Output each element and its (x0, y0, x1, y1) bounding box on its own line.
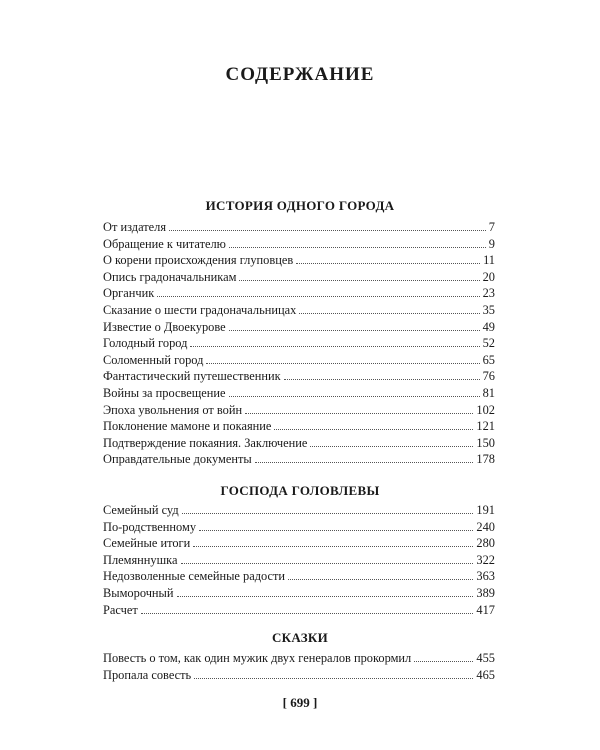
entry-page: 23 (482, 286, 495, 301)
dot-leader (239, 280, 479, 281)
toc-entry[interactable] (103, 302, 495, 319)
dot-leader (229, 247, 486, 248)
entry-title: Семейный суд (103, 503, 179, 517)
entry-title: Поклонение мамоне и покаяние (103, 419, 272, 434)
dot-leader (169, 230, 486, 231)
entry-title: Голодный город (103, 336, 188, 351)
toc-entry[interactable] (103, 252, 495, 269)
entry-title: Опись градоначальникам (103, 269, 237, 284)
entry-title: Подтверждение покаяния. Заключение (103, 435, 308, 450)
entry-page: 35 (482, 302, 495, 317)
entry-title: Обращение к читателю (103, 236, 226, 251)
toc-list-golovlevy (103, 502, 495, 618)
entry-page: 7 (488, 220, 495, 234)
dot-leader (296, 263, 480, 264)
dot-leader (190, 346, 479, 347)
entry-title: Семейные итоги (103, 536, 191, 551)
entry-page: 9 (488, 236, 495, 251)
toc-list-skazki (103, 650, 495, 683)
toc-entry[interactable] (103, 667, 495, 684)
section-title-istoriya: ИСТОРИЯ ОДНОГО ГОРОДА (205, 198, 395, 213)
page-number: [ 699 ] (282, 695, 318, 710)
entry-title: Пропала совесть (103, 667, 192, 682)
dot-leader (284, 379, 480, 380)
toc-list-istoriya (103, 219, 495, 468)
dot-leader (206, 363, 479, 364)
dot-leader (182, 513, 474, 514)
entry-title: Сказание о шести градоначальницах (103, 302, 297, 317)
toc-entry[interactable] (103, 519, 495, 536)
entry-title: О корени происхождения глуповцев (103, 253, 294, 268)
entry-title: По-родственному (103, 519, 197, 534)
entry-page: 11 (483, 253, 495, 268)
entry-title: Соломенный город (103, 352, 204, 367)
dot-leader (194, 678, 473, 679)
dot-leader (245, 413, 473, 414)
toc-entry[interactable] (103, 335, 495, 352)
entry-page: 52 (482, 336, 495, 351)
dot-leader (255, 462, 474, 463)
entry-title: От издателя (103, 220, 167, 234)
entry-title: Недозволенные семейные радости (103, 569, 286, 584)
toc-entry[interactable] (103, 319, 495, 336)
entry-page: 178 (476, 452, 495, 467)
entry-page: 280 (476, 536, 495, 551)
entry-title: Известие о Двоекурове (103, 319, 226, 334)
toc-entry[interactable] (103, 285, 495, 302)
toc-entry[interactable] (103, 402, 495, 419)
entry-title: Органчик (103, 286, 155, 301)
toc-entry[interactable] (103, 368, 495, 385)
dot-leader (177, 596, 474, 597)
page-title: СОДЕРЖАНИЕ (225, 64, 375, 85)
toc-entry[interactable] (103, 385, 495, 402)
dot-leader (181, 563, 474, 564)
toc-entry[interactable] (103, 535, 495, 552)
toc-entry[interactable] (103, 236, 495, 253)
entry-page: 389 (476, 585, 495, 600)
dot-leader (299, 313, 479, 314)
dot-leader (157, 296, 479, 297)
dot-leader (310, 446, 473, 447)
entry-title: Племяннушка (103, 552, 178, 567)
dot-leader (414, 661, 473, 662)
entry-title: Повесть о том, как один мужик двух генералов прокормил (103, 651, 412, 665)
dot-leader (288, 579, 473, 580)
entry-title: Войны за просвещение (103, 385, 226, 400)
entry-title: Эпоха увольнения от войн (103, 402, 243, 417)
entry-page: 455 (476, 651, 495, 665)
entry-title: Выморочный (103, 585, 174, 600)
entry-page: 121 (476, 419, 495, 434)
toc-entry[interactable] (103, 552, 495, 569)
toc-entry[interactable] (103, 585, 495, 602)
toc-entry[interactable] (103, 568, 495, 585)
toc-entry[interactable] (103, 435, 495, 452)
entry-page: 49 (482, 319, 495, 334)
toc-entry[interactable] (103, 650, 495, 667)
entry-page: 191 (476, 503, 495, 517)
entry-page: 363 (476, 569, 495, 584)
toc-entry[interactable] (103, 418, 495, 435)
entry-page: 322 (476, 552, 495, 567)
entry-page: 20 (482, 269, 495, 284)
entry-title: Оправдательные документы (103, 452, 252, 467)
entry-page: 417 (476, 602, 495, 617)
dot-leader (141, 613, 474, 614)
toc-entry[interactable] (103, 451, 495, 468)
section-title-skazki: СКАЗКИ (271, 630, 329, 645)
dot-leader (199, 530, 473, 531)
toc-entry[interactable] (103, 219, 495, 236)
toc-entry[interactable] (103, 269, 495, 286)
entry-page: 465 (476, 667, 495, 682)
toc-entry[interactable] (103, 352, 495, 369)
dot-leader (229, 330, 480, 331)
entry-page: 65 (482, 352, 495, 367)
dot-leader (193, 546, 473, 547)
toc-entry[interactable] (103, 502, 495, 519)
section-title-golovlevy: ГОСПОДА ГОЛОВЛЕВЫ (220, 483, 380, 498)
entry-page: 102 (476, 402, 495, 417)
entry-page: 150 (476, 435, 495, 450)
entry-title: Расчет (103, 602, 138, 617)
entry-page: 76 (482, 369, 495, 384)
dot-leader (274, 429, 473, 430)
entry-page: 81 (482, 385, 495, 400)
toc-entry[interactable] (103, 602, 495, 619)
dot-leader (229, 396, 480, 397)
entry-title: Фантастический путешественник (103, 369, 281, 384)
entry-page: 240 (476, 519, 495, 534)
